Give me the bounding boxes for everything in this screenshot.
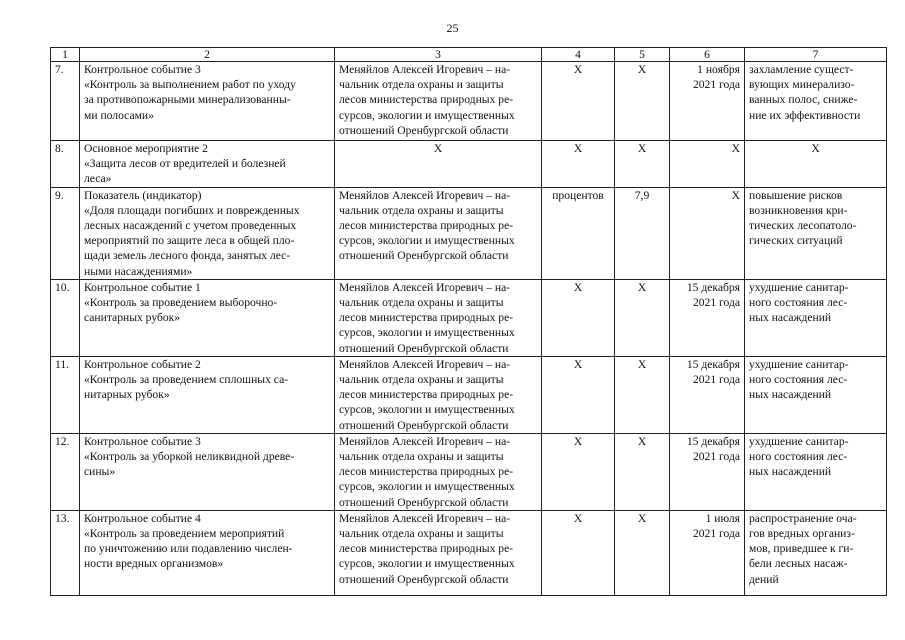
value-cell: X — [615, 433, 670, 510]
risk-line: распространение оча- — [749, 511, 857, 525]
page-number: 25 — [446, 21, 459, 35]
table-row — [51, 356, 887, 433]
executor-line: сурсов, экологии и имущественных — [339, 403, 515, 417]
deadline-cell — [670, 279, 745, 356]
event-title-line: ными насаждениями» — [84, 264, 193, 278]
executor-line: Меняйлов Алексей Игоревич – на- — [339, 63, 511, 76]
risk-cell — [745, 279, 887, 356]
event-title-line: нитарных рубок» — [84, 388, 170, 402]
column-header: 3 — [335, 48, 542, 62]
event-title-line: ми полосами» — [84, 108, 154, 122]
risk-line: мов, приведшее к ги- — [749, 542, 854, 556]
unit-cell: X — [542, 141, 615, 188]
executor-line: Меняйлов Алексей Игоревич – на- — [339, 280, 511, 294]
executor-line: отношений Оренбургской области — [339, 495, 509, 509]
event-title-line: сины» — [84, 465, 116, 479]
event-title-line: Контрольное событие 2 — [84, 357, 201, 371]
column-header: 6 — [670, 48, 745, 62]
risk-cell — [745, 433, 887, 510]
event-title-line: Контрольное событие 1 — [84, 280, 201, 294]
column-header: 1 — [51, 48, 80, 62]
risk-line: ных насаждений — [749, 465, 832, 479]
event-title-line: щади земель лесного фонда, занятых лес- — [84, 249, 291, 263]
executor-line: чальник отдела охраны и защиты — [339, 78, 504, 92]
risk-line: возникновения кри- — [749, 203, 848, 217]
event-title-cell — [80, 141, 335, 188]
risk-cell — [745, 510, 887, 595]
deadline-line: X — [731, 188, 740, 202]
event-title-line: леса» — [84, 172, 112, 186]
risk-line: ного состояния лес- — [749, 450, 848, 464]
risk-line: ухудшение санитар- — [749, 280, 849, 294]
row-number: 10. — [51, 279, 80, 356]
executor-cell — [335, 279, 542, 356]
executor-line: лесов министерства природных ре- — [339, 465, 514, 479]
event-title-cell — [80, 62, 335, 141]
deadline-line: 2021 года — [692, 296, 740, 310]
executor-line: сурсов, экологии и имущественных — [339, 557, 515, 571]
value-cell: X — [615, 356, 670, 433]
deadline-line: 15 декабря — [686, 434, 740, 448]
table-row — [51, 62, 887, 141]
column-header-row — [51, 48, 887, 62]
event-title-line: «Контроль за проведением выборочно- — [84, 296, 278, 310]
executor-cell — [335, 187, 542, 279]
row-number: 11. — [51, 356, 80, 433]
table-row — [51, 510, 887, 595]
deadline-cell — [670, 433, 745, 510]
table-row — [51, 433, 887, 510]
executor-line: чальник отдела охраны и защиты — [339, 296, 504, 310]
event-title-cell — [80, 356, 335, 433]
column-header: 5 — [615, 48, 670, 62]
risk-line: ного состояния лес- — [749, 373, 848, 387]
risk-line: ухудшение санитар- — [749, 357, 849, 371]
executor-line: Меняйлов Алексей Игоревич – на- — [339, 434, 511, 448]
risk-line: гических ситуаций — [749, 234, 843, 248]
unit-cell: X — [542, 279, 615, 356]
executor-line: Меняйлов Алексей Игоревич – на- — [339, 357, 511, 371]
risk-line: повышение рисков — [749, 188, 843, 202]
risk-line: ванных полос, сниже- — [749, 93, 858, 107]
unit-cell: X — [542, 433, 615, 510]
risk-cell — [745, 187, 887, 279]
event-title-line: «Контроль за проведением мероприятий — [84, 527, 285, 541]
row-number: 7. — [51, 62, 80, 141]
event-title-line: за противопожарными минерализованны- — [84, 93, 291, 107]
deadline-line: 2021 года — [692, 78, 740, 92]
unit-cell: X — [542, 62, 615, 141]
deadline-line: 1 июля — [705, 511, 740, 525]
executor-line: отношений Оренбургской области — [339, 249, 509, 263]
risk-line: ных насаждений — [749, 311, 832, 325]
event-title-line: Контрольное событие 3 — [84, 434, 201, 448]
event-title-line: «Защита лесов от вредителей и болезней — [84, 157, 286, 171]
risk-line: тических лесопатоло- — [749, 219, 857, 233]
deadline-cell — [670, 510, 745, 595]
executor-line: чальник отдела охраны и защиты — [339, 203, 504, 217]
risk-cell — [745, 62, 887, 141]
executor-line: отношений Оренбургской области — [339, 572, 509, 586]
executor-line: отношений Оренбургской области — [339, 341, 509, 355]
table-row — [51, 279, 887, 356]
event-title-line: Основное мероприятие 2 — [84, 142, 208, 155]
risk-line: ных насаждений — [749, 388, 832, 402]
risk-line: бели лесных насаж- — [749, 557, 848, 571]
event-title-line: мероприятий по защите леса в общей пло- — [84, 234, 295, 248]
event-title-line: по уничтожению или подавлению числен- — [84, 542, 293, 556]
value-cell: X — [615, 279, 670, 356]
value-cell: 7,9 — [615, 187, 670, 279]
value-cell: X — [615, 510, 670, 595]
table-row — [51, 141, 887, 188]
executor-cell — [335, 433, 542, 510]
executor-line: сурсов, экологии и имущественных — [339, 480, 515, 494]
deadline-line: X — [731, 142, 740, 155]
risk-line: ние их эффективности — [749, 108, 861, 122]
executor-cell — [335, 62, 542, 141]
event-title-line: «Контроль за проведением сплошных са- — [84, 373, 289, 387]
executor-line: отношений Оренбургской области — [339, 418, 509, 432]
executor-cell — [335, 141, 542, 188]
deadline-line: 2021 года — [692, 527, 740, 541]
risk-line: вующих минерализо- — [749, 78, 855, 92]
executor-line: чальник отдела охраны и защиты — [339, 450, 504, 464]
row-number: 8. — [51, 141, 80, 188]
executor-cell — [335, 356, 542, 433]
executor-line: X — [433, 142, 443, 155]
risk-line: захламление сущест- — [749, 63, 854, 76]
executor-line: отношений Оренбургской области — [339, 123, 509, 137]
executor-line: чальник отдела охраны и защиты — [339, 373, 504, 387]
risk-line: ухудшение санитар- — [749, 434, 849, 448]
deadline-cell — [670, 141, 745, 188]
column-header: 2 — [80, 48, 335, 62]
event-title-line: ности вредных организмов» — [84, 557, 224, 571]
column-header: 4 — [542, 48, 615, 62]
row-number: 13. — [51, 510, 80, 595]
event-title-line: «Контроль за уборкой неликвидной древе- — [84, 450, 295, 464]
executor-line: лесов министерства природных ре- — [339, 219, 514, 233]
deadline-line: 1 ноября — [697, 63, 740, 76]
executor-line: лесов министерства природных ре- — [339, 311, 514, 325]
unit-cell: X — [542, 356, 615, 433]
deadline-cell — [670, 62, 745, 141]
unit-cell: процентов — [542, 187, 615, 279]
deadline-cell — [670, 187, 745, 279]
executor-line: лесов министерства природных ре- — [339, 542, 514, 556]
unit-cell: X — [542, 510, 615, 595]
event-title-line: Показатель (индикатор) — [84, 188, 202, 202]
executor-line: сурсов, экологии и имущественных — [339, 326, 515, 340]
deadline-cell — [670, 356, 745, 433]
deadline-line: 2021 года — [692, 450, 740, 464]
executor-cell — [335, 510, 542, 595]
deadline-line: 15 декабря — [686, 280, 740, 294]
risk-line: дений — [749, 572, 779, 586]
deadline-line: 2021 года — [692, 373, 740, 387]
risk-cell — [745, 141, 887, 188]
value-cell: X — [615, 141, 670, 188]
event-title-line: Контрольное событие 3 — [84, 63, 201, 76]
risk-line: ного состояния лес- — [749, 296, 848, 310]
event-title-cell — [80, 187, 335, 279]
event-title-cell — [80, 433, 335, 510]
event-title-line: Контрольное событие 4 — [84, 511, 201, 525]
risk-line: X — [811, 142, 820, 155]
event-title-cell — [80, 279, 335, 356]
executor-line: лесов министерства природных ре- — [339, 93, 514, 107]
row-number: 9. — [51, 187, 80, 279]
risk-line: гов вредных организ- — [749, 527, 855, 541]
executor-line: чальник отдела охраны и защиты — [339, 527, 504, 541]
column-header: 7 — [745, 48, 887, 62]
executor-line: Меняйлов Алексей Игоревич – на- — [339, 511, 511, 525]
executor-line: лесов министерства природных ре- — [339, 388, 514, 402]
event-title-line: «Контроль за выполнением работ по уходу — [84, 78, 296, 92]
table-row — [51, 187, 887, 279]
value-cell: X — [615, 62, 670, 141]
event-title-line: лесных насаждений с учетом проведенных — [84, 219, 297, 233]
executor-line: сурсов, экологии и имущественных — [339, 108, 515, 122]
plan-table — [50, 47, 887, 596]
deadline-line: 15 декабря — [686, 357, 740, 371]
executor-line: Меняйлов Алексей Игоревич – на- — [339, 188, 511, 202]
event-title-cell — [80, 510, 335, 595]
row-number: 12. — [51, 433, 80, 510]
executor-line: сурсов, экологии и имущественных — [339, 234, 515, 248]
event-title-line: санитарных рубок» — [84, 311, 181, 325]
risk-cell — [745, 356, 887, 433]
event-title-line: «Доля площади погибших и поврежденных — [84, 203, 300, 217]
